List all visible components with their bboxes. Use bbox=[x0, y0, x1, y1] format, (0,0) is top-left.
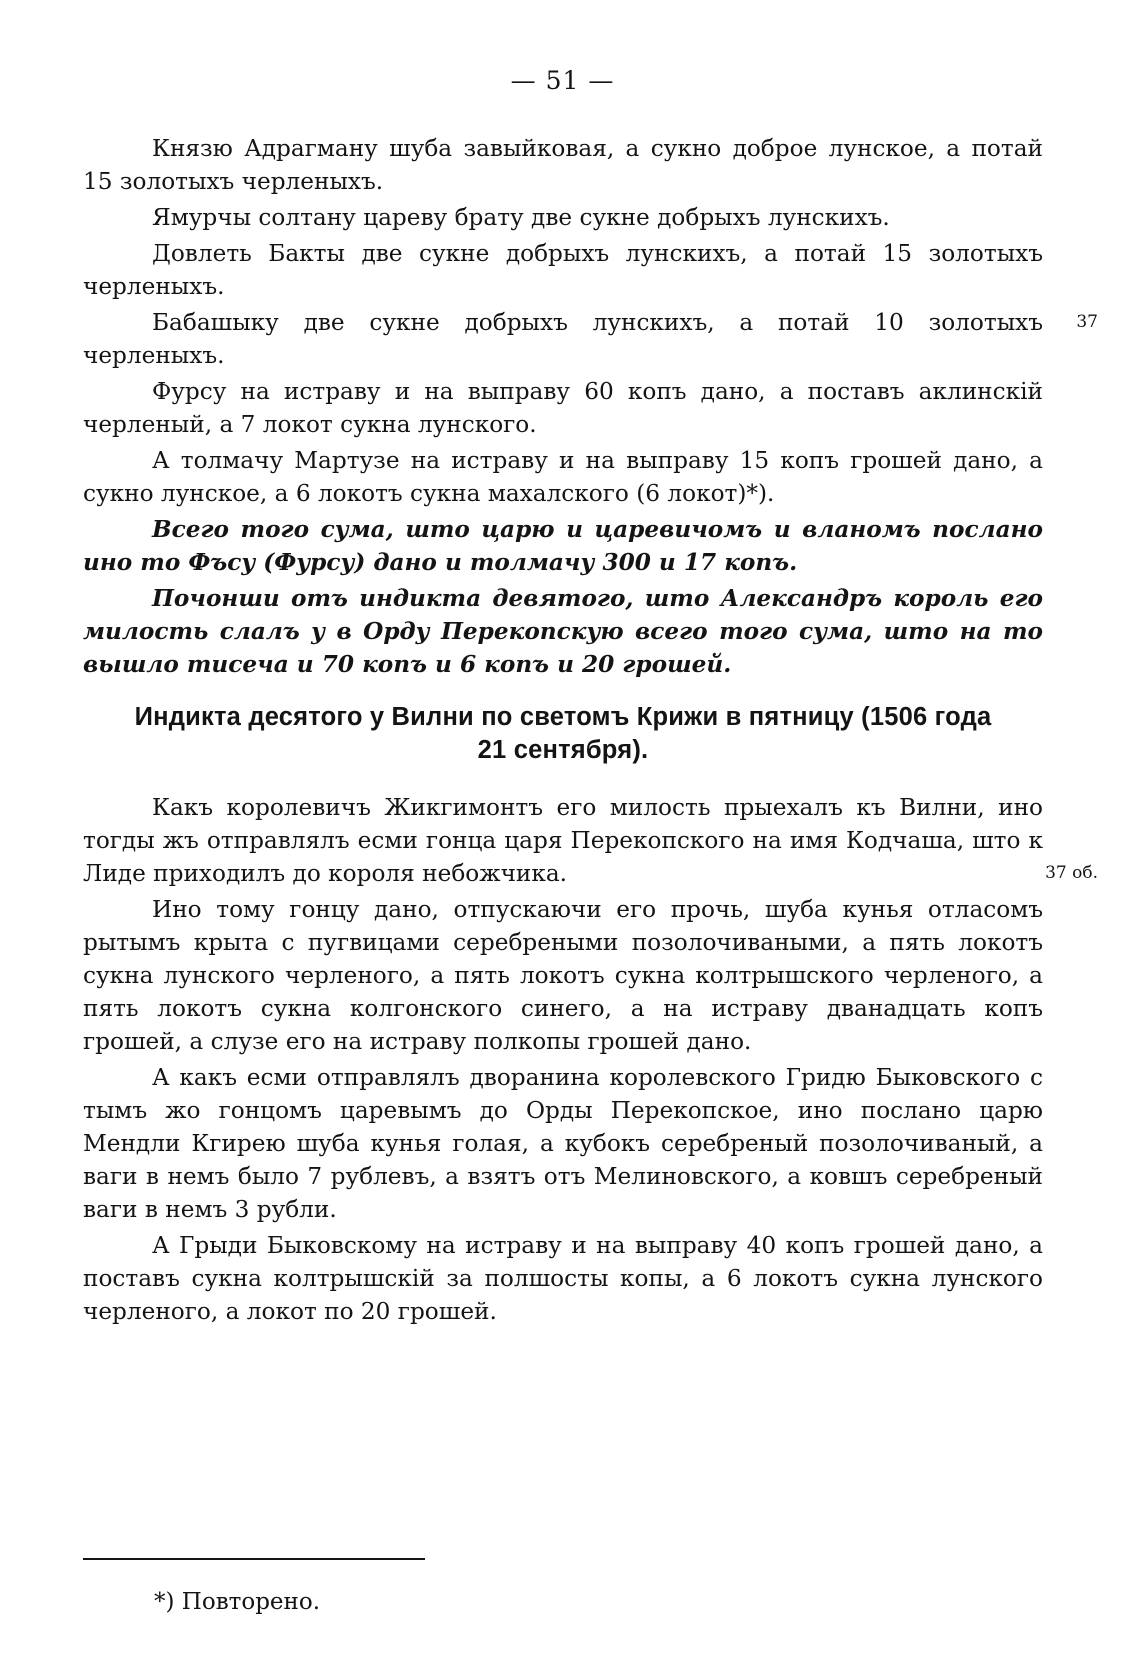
paragraph: Ямурчы солтану цареву брату две сукне добрыхъ лунскихъ. bbox=[152, 204, 890, 231]
footnote: *) Повторено. bbox=[154, 1589, 321, 1615]
italic-paragraph: Почонши отъ индикта девятого, што Александръ король его милость слалъ у в Орду Перекопскую всего того сума, што на то вышло тисеча и 70 копъ и 6 копъ и 20 грошей. bbox=[83, 585, 1043, 678]
paragraph-with-margin-note bbox=[83, 791, 1098, 890]
paragraph-text: Бабашыку две сукне добрыхъ лунскихъ, а потай 10 золотыхъ черленыхъ. bbox=[83, 309, 1043, 369]
paragraph: Фурсу на истраву и на выправу 60 копъ дано, а поставъ аклинскій черленый, а 7 локот сукна лунского. bbox=[83, 378, 1043, 438]
paragraph: А какъ есми отправлялъ дворанина королевского Гридю Быковского с тымъ жо гонцомъ царевымъ до Орды Перекопское, ино послано царю Мендли Кгирею шуба кунья голая, а кубокъ серебреный позолочиваный, а ваги в немъ было 7 рублевъ, а взятъ отъ Мелиновского, а ковшъ серебреный ваги в немъ 3 рубли. bbox=[83, 1064, 1043, 1223]
paragraph: Ино тому гонцу дано, отпускаючи его прочь, шуба кунья отласомъ рытымъ крыта с пугвицами серебреными позолочиваными, а пять локотъ сукна лунского черленого, а пять локотъ сукна колтрышского черленого, а пять локотъ сукна колгонского синего, а на истраву дванадцать копъ грошей, а слузе его на истраву полкопы грошей дано. bbox=[83, 896, 1043, 1055]
section-heading bbox=[83, 701, 1043, 767]
paragraph-text: Какъ королевичъ Жикгимонтъ его милость прыехалъ къ Вилни, ино тогды жъ отправлялъ есми гонца царя Перекопского на имя Кодчаша, што к Лиде приходилъ до короля небожчика. bbox=[83, 794, 1043, 887]
section-heading-line: 21 сентября). bbox=[477, 736, 649, 764]
paragraph: Князю Адрагману шуба завыйковая, а сукно доброе лунское, а потай 15 золотыхъ черленыхъ. bbox=[83, 135, 1043, 195]
text-body bbox=[83, 132, 1098, 1331]
paragraph-with-margin-note bbox=[83, 306, 1098, 372]
paragraph: А Грыди Быковскому на истраву и на выправу 40 копъ грошей дано, а поставъ сукна колтрышскій за полшосты копы, а 6 локотъ сукна лунского черленого, а локот по 20 грошей. bbox=[83, 1232, 1043, 1325]
section-heading-line: Индикта десятого у Вилни по светомъ Крижи в пятницу (1506 года bbox=[134, 703, 992, 731]
page-number: — 51 — bbox=[510, 66, 615, 95]
footnote-divider bbox=[83, 1558, 425, 1560]
margin-note: 37 bbox=[1076, 312, 1098, 332]
paragraph: Довлеть Бакты две сукне добрыхъ лунскихъ, а потай 15 золотыхъ черленыхъ. bbox=[83, 240, 1043, 300]
paragraph: А толмачу Мартузе на истраву и на выправу 15 копъ грошей дано, а сукно лунское, а 6 локотъ сукна махалского (6 локот)*). bbox=[83, 447, 1043, 507]
margin-note: 37 об. bbox=[1045, 863, 1098, 883]
italic-paragraph: Всего того сума, што царю и царевичомъ и вланомъ послано ино то Фъсу (Фурсу) дано и толмачу 300 и 17 копъ. bbox=[83, 516, 1043, 576]
